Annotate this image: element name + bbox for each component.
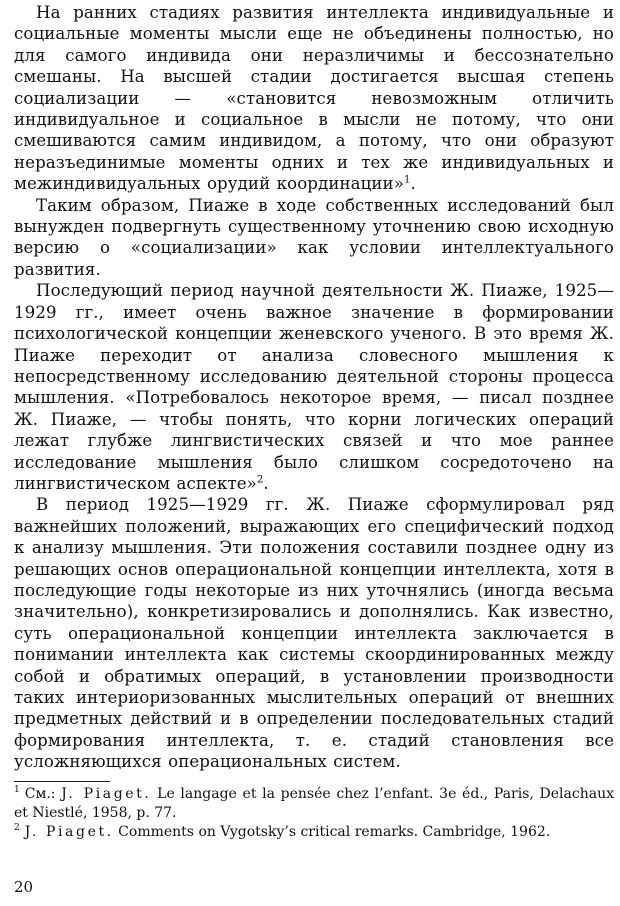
paragraph-4 xyxy=(14,494,614,772)
footnote-2-mark: 2 xyxy=(14,822,20,833)
page-number: 20 xyxy=(14,878,34,896)
footnote-1-text: Le langage et la pensée chez l’enfant. 3e éd., Paris, Delachaux et Niestlé, 1958, p. 77. xyxy=(14,785,614,821)
footnote-2-text: Comments on Vygotsky’s critical remarks. Cambridge, 1962. xyxy=(113,823,551,840)
paragraph-3-end: . xyxy=(263,473,269,493)
paragraph-3-text: Последующий период научной деятельности Ж. Пиаже, 1925—1929 гг., имеет очень важное значение в формировании психологической концепции женевского ученого. В это время Ж. Пиаже переходит от анализа словесного мышления к непосредственному исследованию деятельной стороны процесса мышления. «Потребовалось некоторое время, — писал позднее Ж. Пиаже, — чтобы понять, что корни логических операций лежат глубже лингвистических связей и что мое раннее исследование мышления было слишком сосредоточено на лингвистическом аспекте» xyxy=(14,281,614,493)
main-text xyxy=(14,2,614,773)
footnote-ref-2: 2 xyxy=(256,474,264,486)
footnote-2-author: J. Piaget. xyxy=(24,823,114,840)
paragraph-1: На ранних стадиях развития интеллекта индивидуальные и социальные моменты мысли еще не объединены полностью, но для самого индивида они неразличимы и бессознательно смешаны. На высшей стадии достигается высшая степень социализации — «становится невозможным отличить индивидуальное и социальное в мысли не потому, что они смешиваются самим индивидом, а потому, что они образуют неразъединимые моменты одних и тех же индивидуальных и межиндивидуальных орудий координации»$^1$. xyxy=(14,3,614,194)
footnotes xyxy=(14,785,614,842)
footnote-ref-1: 1 xyxy=(403,174,411,186)
footnote-divider xyxy=(14,781,110,782)
footnote-2 xyxy=(14,823,614,842)
paragraph-2 xyxy=(14,195,614,281)
paragraph-4-text: В период 1925—1929 гг. Ж. Пиаже сформулировал ряд важнейших положений, выражающих его специфический подход к анализу мышления. Эти положения составили позднее одну из решающих основ операциональной концепции интеллекта, хотя в последующие годы некоторые из них уточнялись (иногда весьма значительно), конкретизировались и дополнялись. Как известно, суть операциональной концепции интеллекта заключается в понимании интеллекта как системы скоординированных между собой и обратимых операций, в установлении производности таких интериоризованных мыслительных операций от внешних предметных действий и в определении последовательных стадий формирования интеллекта, т. е. стадий становления все усложняющихся операциональных систем. xyxy=(14,495,614,772)
paragraph-3 xyxy=(14,280,614,494)
paragraph-2-text: Таким образом, Пиаже в ходе собственных исследований был вынужден подвергнуть существенному уточнению свою исходную версию о «социализации» как условии интеллектуального развития. xyxy=(14,195,614,279)
paragraph-1-text: На ранних стадиях развития интеллекта индивидуальные и социальные моменты мысли еще не объединены полностью, но для самого индивида они неразличимы и бессознательно смешаны. На высшей стадии достигается высшая степень социализации — «становится невозможным отличить индивидуальное и социальное в мысли не потому, что они смешиваются самим индивидом, а потому, что они образуют неразъединимые моменты одних и тех же индивидуальных и межиндивидуальных орудий координации» xyxy=(14,3,614,194)
footnote-1-prefix: См.: xyxy=(24,785,62,802)
footnote-1 xyxy=(14,785,614,823)
footnote-1-mark: 1 xyxy=(14,784,20,795)
footnote-1-author: J. Piaget. xyxy=(61,785,152,802)
